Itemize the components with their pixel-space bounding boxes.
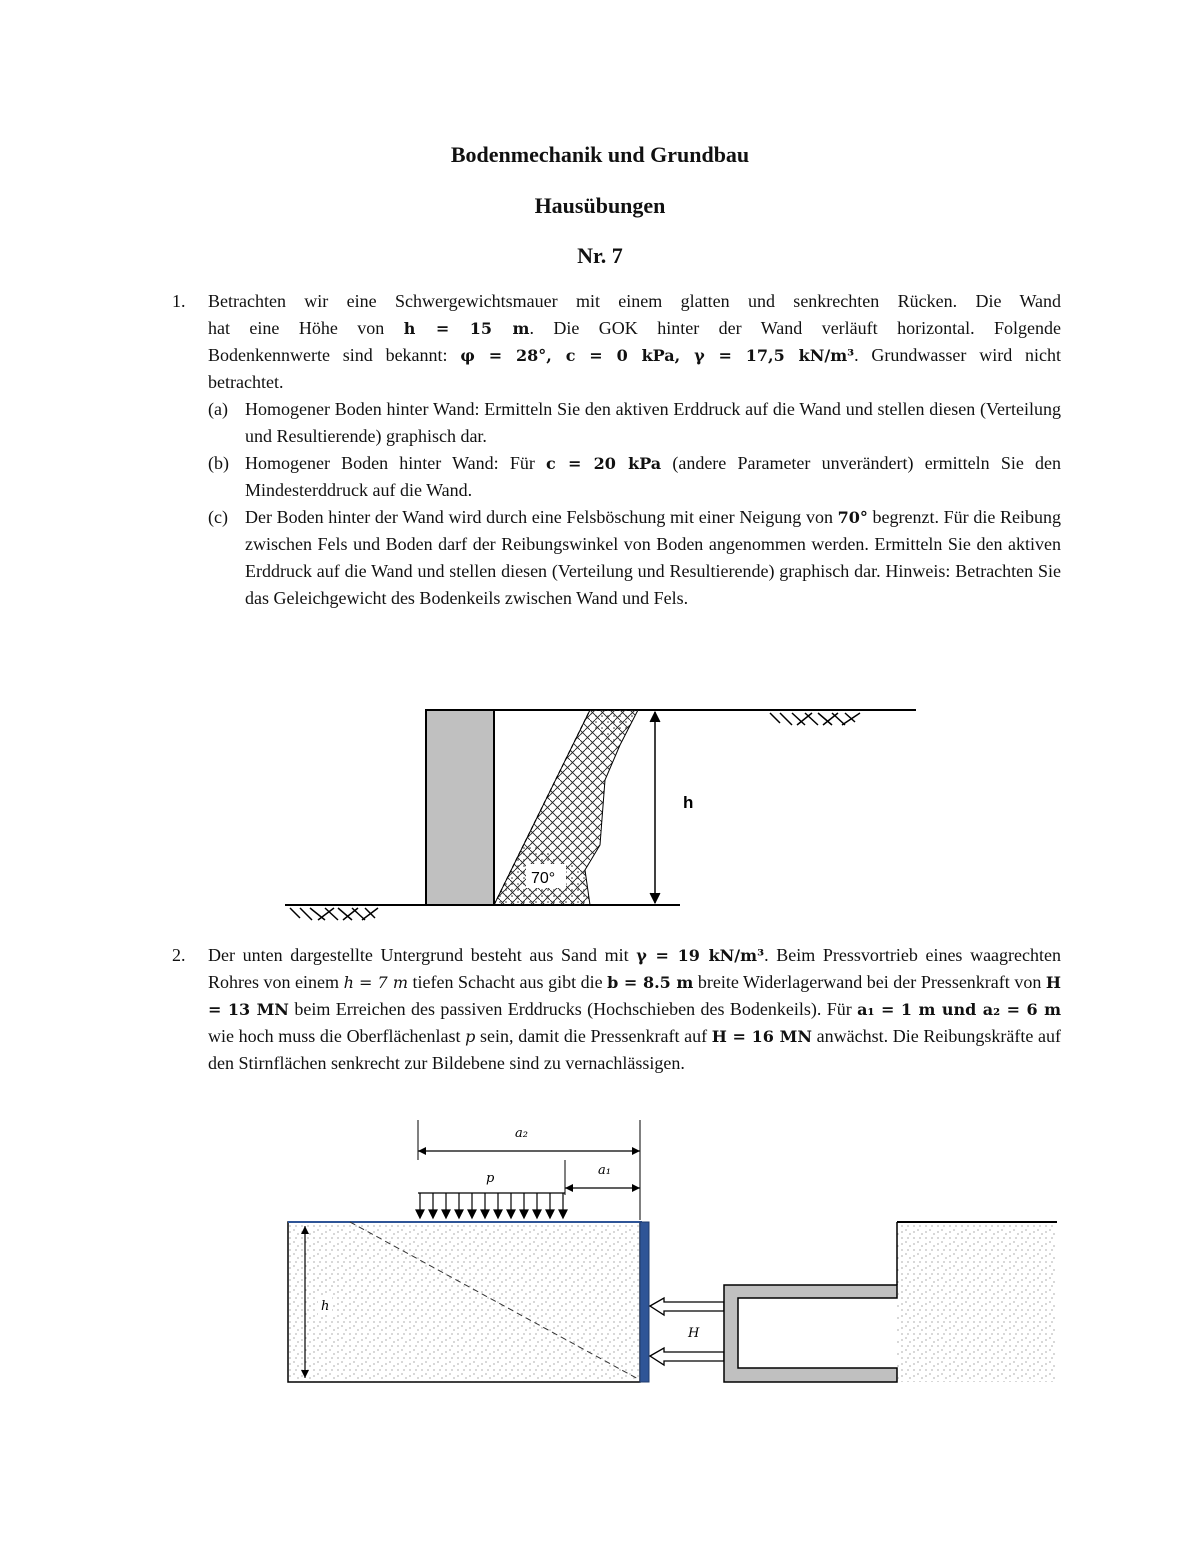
task2-t1: Der unten dargestellte Untergrund besteht aus Sand mit — [208, 945, 637, 965]
slope-angle-expr: 70° — [837, 508, 868, 527]
force2-expr: H = 16 MN — [711, 1027, 812, 1046]
soil-params-expr: φ = 28°, c = 0 kPa, γ = 17,5 kN/m³ — [460, 346, 855, 365]
arrow-left-icon — [565, 1184, 573, 1192]
task2-t8: anwächst. Die Reibungskräfte auf den Stirnflächen senkrecht zur Bildebene sind zu vernachlässigen. — [208, 1026, 1061, 1073]
task2-t2: . Beim Pressvortrieb eines waagrechten Rohres von einem — [208, 945, 1062, 992]
task2-t6: wie hoch muss die Oberflächenlast — [208, 1026, 466, 1046]
part-a-text: Homogener Boden hinter Wand: Ermitteln Sie den aktiven Erddruck auf die Wand und stellen diesen (Verteilung und Resultierende) graphisch dar. — [245, 399, 1061, 446]
part-b-text1: Homogener Boden hinter Wand: Für — [245, 453, 546, 473]
press-frame — [724, 1285, 897, 1382]
H-label: H — [688, 1326, 700, 1341]
task1-number: 1. — [172, 291, 186, 311]
right-soil — [897, 1222, 1057, 1382]
task2-t7: sein, damit die Pressenkraft auf — [475, 1026, 712, 1046]
task2-number: 2. — [172, 945, 186, 965]
part-b-label: (b) — [208, 453, 229, 473]
abutment-wall — [640, 1222, 649, 1382]
p-symbol: p — [465, 1027, 476, 1046]
wall-width-expr: b = 8.5 m — [607, 973, 694, 992]
task1-line3b: . Grundwasser wird nicht — [854, 345, 1061, 365]
p-label: p — [486, 1171, 495, 1186]
task1-line4: betrachtet. — [208, 372, 284, 392]
arrow-right-icon — [632, 1184, 640, 1192]
arrow-left-icon — [418, 1147, 426, 1155]
page-subtitle: Hausübungen — [534, 193, 666, 218]
page-title: Bodenmechanik und Grundbau — [450, 142, 750, 167]
part-c-label: (c) — [208, 507, 228, 527]
angle-label: 70° — [531, 870, 556, 887]
task1-line3a: Bodenkennwerte sind bekannt: — [208, 345, 461, 365]
h-label: h — [321, 1299, 330, 1314]
force-arrows — [650, 1298, 724, 1365]
task2-t5: beim Erreichen des passiven Erddrucks (Hochschieben des Bodenkeils). Für — [288, 999, 858, 1019]
task2-t4: breite Widerlagerwand bei der Pressenkraft von — [693, 972, 1046, 992]
height-label: h — [683, 793, 694, 812]
a1-label: a₁ — [598, 1163, 611, 1178]
part-a-label: (a) — [208, 399, 228, 419]
shaft-depth-expr: h = 7 m — [343, 973, 408, 992]
a1-expr: a₁ = 1 m — [857, 1000, 936, 1019]
a2-label: a₂ — [515, 1126, 528, 1141]
a2-expr: a₂ = 6 m — [982, 1000, 1062, 1019]
und-word: und — [935, 1000, 983, 1019]
cohesion-expr: c = 20 kPa — [546, 454, 662, 473]
unit-weight-expr: γ = 19 kN/m³ — [636, 946, 765, 965]
arrow-right-icon — [632, 1147, 640, 1155]
wall-height-expr: h = 15 m — [403, 319, 530, 338]
exercise-number: Nr. 7 — [577, 243, 623, 268]
part-c-text2: begrenzt. Für die Reibung zwischen Fels und Boden darf der Reibungswinkel von Boden angenommen werden. Ermitteln Sie den aktiven Erddruck auf die Wand und stellen diesen (Verteilung und Resultierende) graphisch dar. Hinweis: Betrachten Sie das Geleichgewicht des Bodenkeils zwischen Wand und Fels. — [245, 507, 1061, 608]
soil-block — [288, 1222, 640, 1382]
task2-t3: tiefen Schacht aus gibt die — [408, 972, 608, 992]
force1-expr: H = 13 MN — [208, 973, 1061, 1019]
part-b-text2: (andere Parameter unverändert) ermitteln Sie den Mindesterddruck auf die Wand. — [245, 453, 1061, 500]
task1-line2b: . Die GOK hinter der Wand verläuft horizontal. Folgende — [529, 318, 1061, 338]
part-c-text1: Der Boden hinter der Wand wird durch eine Felsböschung mit einer Neigung von — [245, 507, 838, 527]
task1-line1: Betrachten wir eine Schwergewichtsmauer mit einem glatten und senkrechten Rücken. Die Wand — [208, 291, 1061, 311]
task1-line2a: hat eine Höhe von — [208, 318, 404, 338]
load-arrows — [416, 1193, 567, 1218]
